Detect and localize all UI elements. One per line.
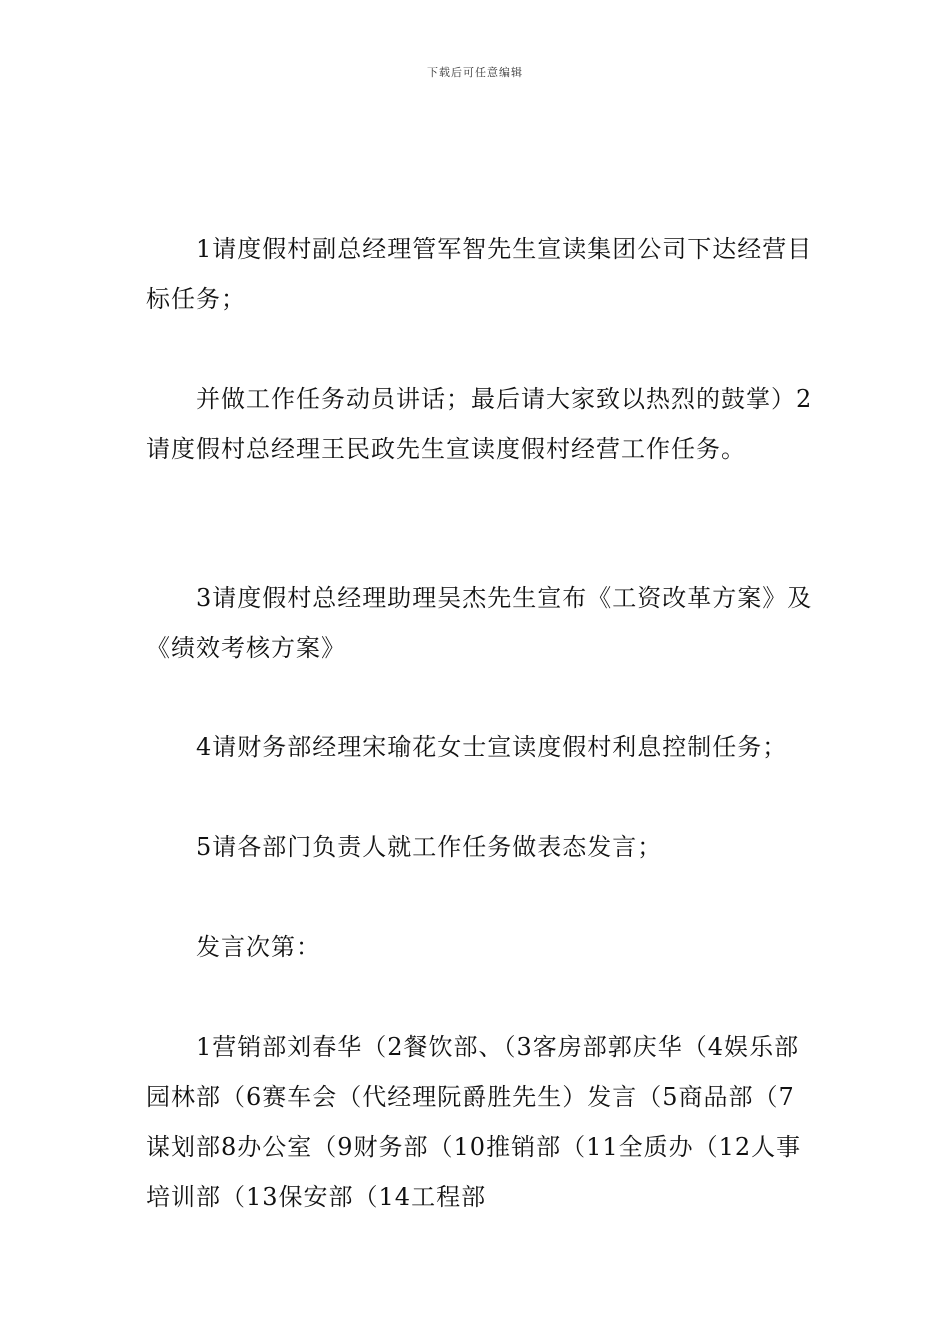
- page-header-note: 下载后可任意编辑: [427, 66, 523, 79]
- paragraph-5: 5请各部门负责人就工作任务做表态发言；: [196, 833, 663, 861]
- paragraph-4: 4请财务部经理宋瑜花女士宣读度假村利息控制任务；: [196, 733, 788, 761]
- paragraph-7: 1营销部刘春华（2餐饮部、（3客房部郭庆华（4娱乐部园林部（6赛车会（代经理阮爵胜先生）发言（5商品部（7谋划部8办公室（9财务部（10推销部（11全质办（12人事培训部（13保安部（14工程部: [146, 1033, 802, 1211]
- paragraph-6: 发言次第：: [196, 933, 321, 961]
- paragraph-1: 1请度假村副总经理管军智先生宣读集团公司下达经营目标任务；: [146, 235, 813, 313]
- paragraph-2: 并做工作任务动员讲话；最后请大家致以热烈的鼓掌）2请度假村总经理王民政先生宣读度假村经营工作任务。: [146, 385, 813, 463]
- paragraph-3: 3请度假村总经理助理吴杰先生宣布《工资改革方案》及《绩效考核方案》: [146, 584, 813, 662]
